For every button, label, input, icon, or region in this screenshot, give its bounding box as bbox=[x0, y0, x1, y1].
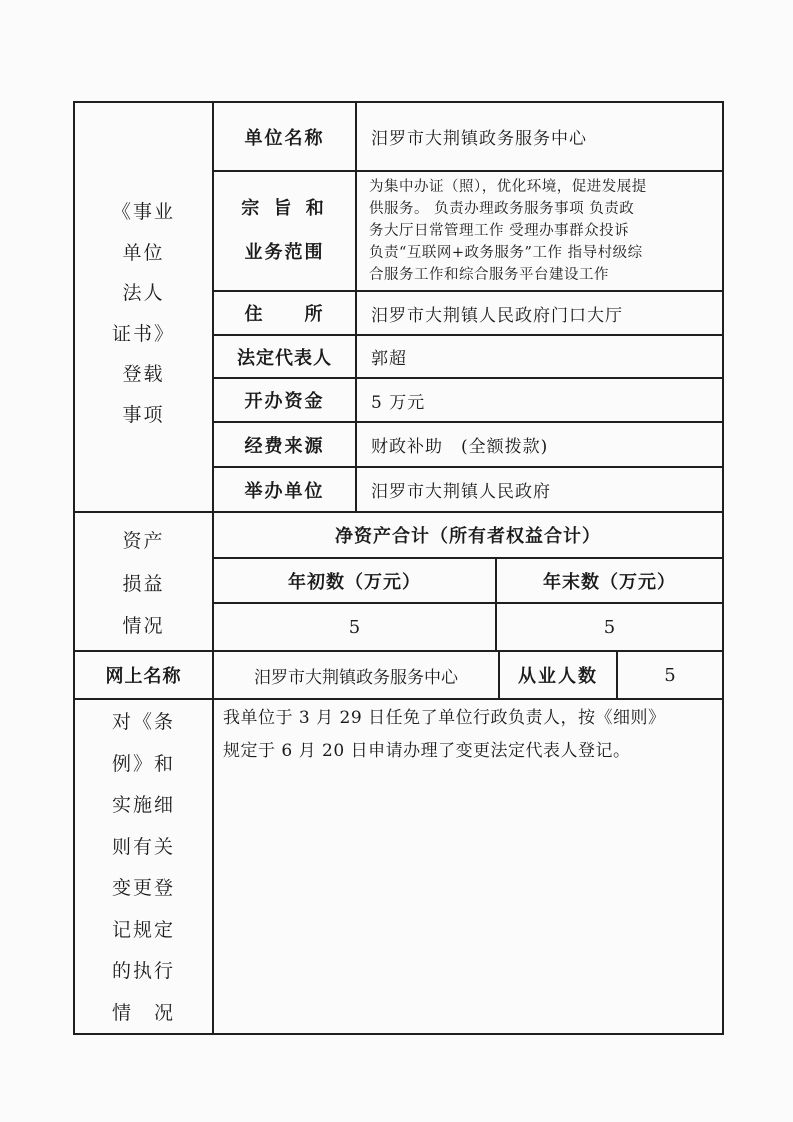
beginning-value: 5 bbox=[348, 616, 361, 638]
funding-source-label: 经费来源 bbox=[244, 435, 325, 457]
purpose-scope-label: 宗 旨 和 业务范围 bbox=[241, 198, 328, 263]
registration-section-label: 《事业 单位 法人 证书》 登载 事项 bbox=[111, 201, 175, 426]
unit-name-value: 汨罗市大荆镇政务服务中心 bbox=[371, 129, 587, 149]
legal-representative-value: 郭超 bbox=[371, 349, 407, 369]
start-capital-label: 开办资金 bbox=[244, 391, 325, 412]
staff-count-label: 从业人数 bbox=[518, 666, 598, 687]
compliance-section-label: 对《条 例》和 实施细 则有关 变更登 记规定 的执行 情 况 bbox=[111, 711, 175, 1024]
section-divider bbox=[73, 698, 724, 700]
compliance-text: 我单位于 3 月 29 日任免了单位行政负责人，按《细则》 规定于 6 月 20 日申请办理了变更法定代表人登记。 bbox=[223, 708, 666, 761]
legal-representative-label: 法定代表人 bbox=[237, 347, 332, 369]
purpose-scope-value: 为集中办证（照），优化环境，促进发展提 供服务。 负责办理政务服务事项 负责政 务大厅日常管理工作 受理办事群众投诉 负责“互联网+政务服务”工作 指导村级综 合服务工作和综合服务平台建设工作 bbox=[369, 179, 647, 283]
address-label: 住 所 bbox=[244, 304, 325, 325]
staff-count-value: 5 bbox=[664, 664, 676, 686]
net-assets-header: 净资产合计（所有者权益合计） bbox=[335, 526, 601, 547]
funding-source-value: 财政补助 (全额拨款) bbox=[371, 437, 549, 457]
beginning-value-header: 年初数（万元） bbox=[288, 571, 421, 593]
online-name-label: 网上名称 bbox=[105, 666, 182, 687]
start-capital-value: 5 万元 bbox=[371, 392, 426, 413]
online-name-value: 汨罗市大荆镇政务服务中心 bbox=[254, 667, 458, 688]
sponsor-unit-label: 举办单位 bbox=[244, 480, 325, 502]
sponsor-unit-value: 汨罗市大荆镇人民政府 bbox=[371, 482, 551, 502]
unit-name-label: 单位名称 bbox=[244, 127, 325, 149]
assets-section-label: 资产 损益 情况 bbox=[122, 530, 165, 637]
ending-value-header: 年末数（万元） bbox=[543, 571, 676, 593]
table-border-bottom bbox=[73, 1033, 724, 1035]
table-border-right bbox=[722, 101, 724, 1035]
address-value: 汨罗市大荆镇人民政府门口大厅 bbox=[371, 305, 623, 326]
report-table bbox=[73, 101, 724, 1035]
ending-value: 5 bbox=[603, 616, 616, 638]
